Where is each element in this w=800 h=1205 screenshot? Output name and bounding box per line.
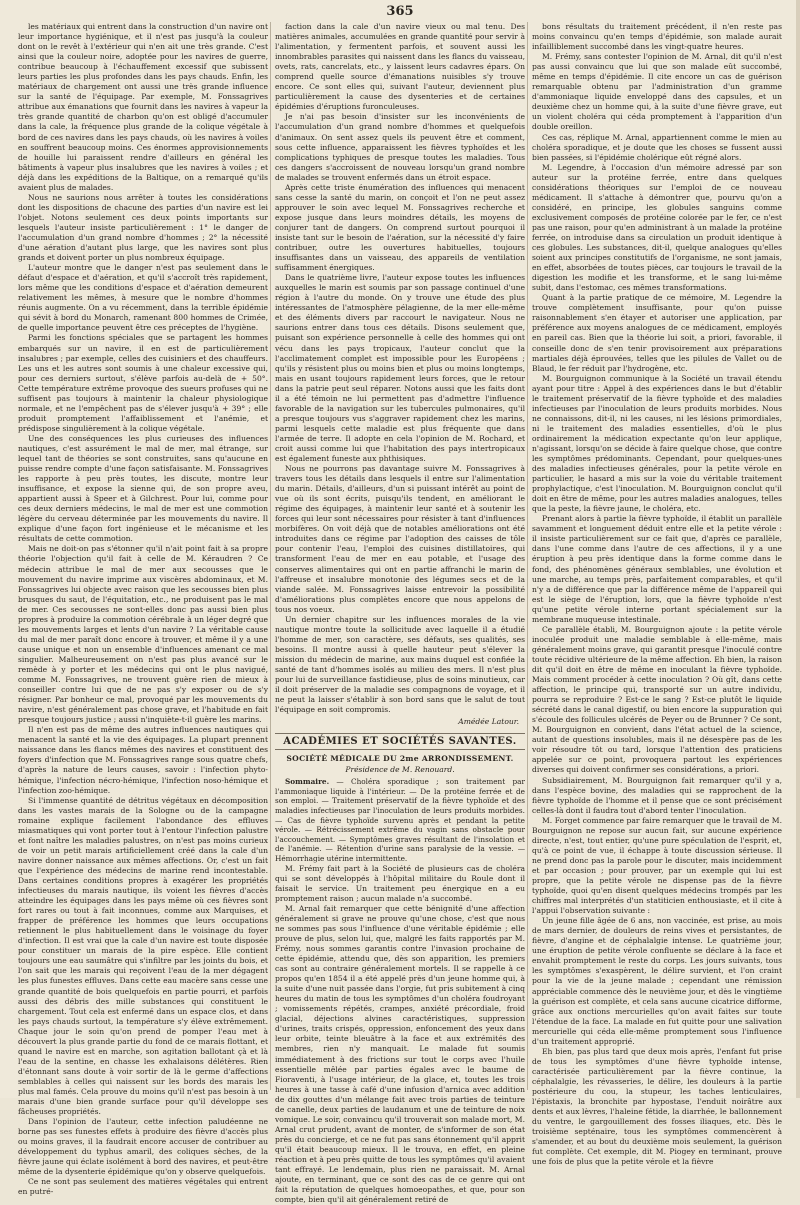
- column-rule: [527, 22, 528, 1090]
- page-edge-shadow: [796, 0, 800, 1098]
- presidency-line: Présidence de M. Renouard.: [345, 765, 455, 775]
- society-report: [275, 864, 525, 1205]
- paragraph: bons résultats du traitement précédent, il n'en reste pas moins convaincu qu'en temps d'épidémie, son malade aurait infailliblement succombé dans les vingt-quatre heures.: [532, 22, 782, 52]
- column-3: [532, 22, 782, 1167]
- paragraph: Eh bien, pas plus tard que deux mois après, l'enfant fut prise de tous les symptômes d'une fièvre typhoïde intense, caractérisée particulièrement par la fièvre continue, la céphalalgie, les révasseries, le délire, les douleurs à la partie postérieure du cou, la stupeur, les taches lenticulaires, l'épistaxis, la bronchite par hypostase, l'enduit noirâtre aux dents et aux lèvres, l'haleine fétide, la diarrhée, le ballonnement du ventre, le gargouillement des fosses iliaques, etc. Dès le troisième septénaire, tous les symptômes commencèrent à s'amender, et au bout du deuxième mois seulement, la guérison fut complète. Cet exemple, dit M. Piogey en terminant, prouve une fois de plus que la petite vérole et la fièvre: [532, 1046, 782, 1167]
- paragraph: Un dernier chapitre sur les influences morales de la vie nautique montre toute la sollicitude avec laquelle il a étudié l'homme de mer, son caractère, ses défauts, ses qualités, ses besoins. Il montre aussi à quelle hauteur peut s'élever la mission du médecin de marine, aux mains duquel est confiée la santé de tant d'hommes isolés au milieu des mers. Il n'est plus pour lui de surveillance fastidieuse, plus de soins minutieux, car il doit préserver de la maladie ses compagnons de voyage, et il ne peut la laisser s'établir à son bord sans que le salut de tout l'équipage en soit compromis.: [275, 614, 525, 715]
- paragraph: Prenant alors à partie la fièvre typhoïde, il établit un parallèle savamment et longuement déduit entre elle et la petite vérole : il insiste particulièrement sur ce fait que, d'après ce parallèle, dans l'une comme dans l'autre de ces affections, il y a une éruption à peu près identique dans la forme comme dans le fond, des phénomènes généraux semblables, une évolution et une marche, au temps près, parfaitement comparables, et qu'il n'y a de différence que par la différence même de l'appareil qui est le siège de l'éruption, lors, que la fièvre typhoïde n'est qu'une petite vérole interne portant spécialement sur la membrane muqueuse intestinale.: [532, 514, 782, 624]
- column-rule: [270, 22, 271, 1090]
- separator-rule: [275, 733, 525, 734]
- article-signature: Amédée Latour.: [458, 717, 519, 727]
- paragraph: les matériaux qui entrent dans la construction d'un navire ont leur importance hygiénique, et il n'est pas jusqu'à la couleur dont on le revêt à l'extérieur qui n'en ait une très grande. C'est ainsi que la couleur noire, adoptée pour les navires de guerre, contribue beaucoup à l'échauffement excessif que subissent leurs parties les plus profondes dans les pays chauds. Enfin, les matériaux de chargement ont aussi une très grande influence sur la santé de l'équipage. Par exemple, M. Fonssagrives attribue aux émanations que fournit dans les navires à vapeur la très grande quantité de charbon qu'on est obligé d'accumuler dans la cale, la fréquence plus grande de la colique végétale à bord de ces navires dans les pays chauds, où les navires à voiles en souffrent beaucoup moins. Ces énormes approvisionnements de houille lui paraissent rendre d'ailleurs en général les bâtiments à vapeur plus insalubres que les navires à voiles ; et déjà dans les expéditions de la Baltique, on a remarqué qu'ils avaient plus de malades.: [18, 22, 268, 192]
- paragraph: Quant à la partie pratique de ce mémoire, M. Legendre la trouve complètement insuffisante, pour qu'on puisse raisonnablement s'en étayer et autoriser une application, par préférence aux moyens analogues de ce médicament, employés en pareil cas. Bien que la théorie lui soit, a priori, favorable, il conseille donc de s'en tenir provisoirement aux préparations martiales déjà éprouvées, telles que les pilules de Vallet ou de Blaud, le fer réduit par l'hydrogène, etc.: [532, 293, 782, 373]
- paragraph: Parmi les fonctions spéciales que se partagent les hommes embarqués sur un navire, il en est de particulièrement insalubres ; par exemple, celles des cuisiniers et des chauffeurs. Les uns et les autres sont soumis à une chaleur excessive qui, pour ces derniers surtout, s'élève parfois au-delà de + 50°. Cette température extrême provoque des sueurs profuses qui ne suffisent pas toujours à maintenir la chaleur physiologique normale, et ne l'empêchent pas de s'élever jusqu'à + 39° ; elle produit promptement l'affaiblissement et l'anémie, et prédispose singulièrement à la colique végétale.: [18, 333, 268, 433]
- paragraph: Ce ne sont pas seulement des matières végétales qui entrent en putré-: [18, 1177, 268, 1197]
- paragraph: Je n'ai pas besoin d'insister sur les inconvénients de l'accumulation d'un grand nombre d'hommes et quelquefois d'animaux. On sent assez quels ils peuvent être et comment, sous cette influence, apparaissent les fièvres typhoïdes et les complications typhiques de presque toutes les maladies. Tous ces dangers s'accroissent de nouveau lorsqu'un grand nombre de malades se trouvent enfermés dans un étroit espace.: [275, 112, 525, 182]
- paragraph: Dans le quatrième livre, l'auteur expose toutes les influences auxquelles le marin est soumis par son passage continuel d'une région à l'autre du monde. On y trouve une étude des plus intéressantes de l'atmosphère pélagienne, de la mer elle-même et des éléments divers par raccourt le navigateur. Nous ne saurions entrer dans tous ces détails. Disons seulement que, puisant son expérience personnelle à celle des hommes qui ont vécu dans les pays tropicaux, l'auteur conclut que la l'acclimatement complet est impossible pour les Européens ; qu'ils y résistent plus ou moins bien et plus ou moins longtemps, mais en usant toujours rapidement leurs forces, que le retour dans la patrie peut seul réparer. Notons aussi que les faits dont il a été témoin ne lui permettent pas d'admettre l'influence favorable de la navigation sur les tubercules pulmonaires, qu'il a presque toujours vus s'aggraver rapidement chez les marins, parmi lesquels cette maladie est plus fréquente que dans l'armée de terre. Il adopte en cela l'opinion de M. Rochard, et croit aussi comme lui que l'habitation des pays intertropicaux est également funeste aux phthisiques.: [275, 273, 525, 464]
- paragraph: M. Legendre, à l'occasion d'un mémoire adressé par son auteur sur la protéine ferrée, entre dans quelques considérations théoriques sur l'emploi de ce nouveau médicament. Il s'attache à démontrer que, pourvu qu'on a considéré, en principe, les globules sanguins comme exclusivement composés de protéine colorée par le fer, ce n'est pas une raison, pour qu'en administrant à un malade la protéine ferrée, on introduise dans sa circulation un produit identique à ces globules. Les substances, dit-il, quelque analogues qu'elles soient aux principes constitutifs de l'organisme, ne sont jamais, en effet, absorbées de toutes pièces, car toujours le travail de la digestion les modifie et les transforme, et le sang lui-même subit, dans l'estomac, ces mêmes transformations.: [532, 162, 782, 293]
- summary-paragraph: [275, 777, 525, 863]
- paragraph: Une des conséquences les plus curieuses des influences nautiques, c'est assurément le mal de mer, mal étrange, sur lequel tant de théories se sont construites, sans qu'aucune en puisse rendre compte d'une façon satisfaisante. M. Fonssagrives les rapporte à peu près toutes, les discute, montre leur insuffisance, et expose la sienne qui, de son propre aveu, appartient aussi à Speer et à Gilchrest. Pour lui, comme pour ces deux derniers médecins, le mal de mer est une commotion légère du cerveau déterminée par les mouvements du navire. Il explique d'une façon fort ingénieuse et le mécanisme et les résultats de cette commotion.: [18, 433, 268, 544]
- paragraph: Subsidiairement, M. Bourguignon fait remarquer qu'il y a, dans l'espèce bovine, des maladies qui se rapprochent de la fièvre typhoïde de l'homme et il pense que ce sont précisément celles-là dont il faudra tout d'abord tenter l'inoculation.: [532, 775, 782, 815]
- paragraph: L'auteur montre que le danger n'est pas seulement dans le défaut d'espace et d'aération, et qu'il s'accroît très rapidement, lors même que les conditions d'espace et d'aération demeurent relativement les mêmes, à mesure que le nombre d'hommes réunis augmente. On a vu récemment, dans la terrible épidémie qui sévit à bord du Monarch, ramenant 800 hommes de Crimée, de quelle importance peuvent être ces préceptes de l'hygiène.: [18, 263, 268, 333]
- paragraph: Après cette triste énumération des influences qui menacent sans cesse la santé du marin, on conçoit et l'on ne peut assez approuver le soin avec lequel M. Fonssagrives recherche et expose jusque dans leurs moindres détails, les moyens de conjurer tant de dangers. On comprend surtout pourquoi il insiste tant sur le besoin de l'aération, sur la nécessité d'y faire contribuer, outre les ouvertures habituelles, toujours insuffisantes dans un vaisseau, des appareils de ventilation suffisamment énergiques.: [275, 182, 525, 273]
- section-title: ACADÉMIES ET SOCIÉTÉS SAVANTES.: [283, 736, 517, 748]
- paragraph: M. Forget commence par faire remarquer que le travail de M. Bourguignon ne repose sur aucun fait, sur aucune expérience directe, n'est, tout entier, qu'une pure spéculation de l'esprit, et, qu'à ce point de vue, il échappe à toute discussion sérieuse. Il ne prend donc pas la parole pour le discuter, mais incidemment et par occasion ; pour prouver, par un exemple qui lui est propre, que la petite vérole ne dispense pas de la fièvre typhoïde, quoi qu'en disent quelques médecins trompés par les chiffres mal interprétés d'un statiticien enthousiaste, et il cite à l'appui l'observation suivante :: [532, 815, 782, 916]
- paragraph: M. Arnal fait remarquer que cette bénignité d'une affection généralement si grave ne prouve qu'une chose, c'est que nous ne sommes pas sous l'influence d'une véritable épidémie ; elle prouve de plus, selon lui, que, malgré les faits rapportés par M. Frémy, nous sommes garantis contre l'invasion prochaine de cette épidémie, attendu que, dès son apparition, les premiers cas sont au contraire généralement mortels. Il se rappelle à ce propos qu'en 1854 il a été appelé près d'un jeune homme qui, à la suite d'une nuit passée dans l'orgie, fut pris subitement à cinq heures du matin de tous les symptômes d'un choléra foudroyant ; vomissements répétés, crampes, anxiété précordiale, froid glacial, déjections alvines caractéristiques, suppression d'urines, traits crispés, oppression, enfoncement des yeux dans leur orbite, teinte bleuâtre à la face et aux extrémités des membres, rien n'y manquait. Le malade fut soumis immédiatement à des frictions sur tout le corps avec l'huile essentielle mêlée par parties égales avec le baume de Fioraventi, à l'usage intérieur, de la glace, et, toutes les trois heures à une tasse à café d'une infusion d'arnica avec addition de dix gouttes d'un mélange fait avec trois parties de teinture de canelle, deux parties de laudanum et une de teinture de noix vomique. Le soir, convaincu qu'il trouverait son malade mort, M. Arnal crut prudent, avant de monter, de s'informer de son état près du concierge, et ce ne fut pas sans étonnement qu'il apprit qu'il était beaucoup mieux. Il le trouva, en effet, en pleine réaction et à peu près quitte de tous les symptômes qu'il avaient tant effrayé. Le lendemain, plus rien ne paraissait. M. Arnal ajoute, en terminant, que ce sont des cas de ce genre qui ont fait la réputation de quelques homoeopathes, et que, pour son compte, bien qu'il ait généralement retiré de: [275, 903, 525, 1205]
- paragraph: Nous ne saurions nous arrêter à toutes les considérations dont les dispositions de chacune des parties d'un navire est lei l'objet. Notons seulement ces deux points importants sur lesquels l'auteur insiste particulièrement : 1° le danger de l'accumulation d'un grand nombre d'hommes ; 2° la nécessité d'une aération d'autant plus large, que les navires sont plus grands et doivent porter un plus nombreux équipage.: [18, 192, 268, 263]
- separator-rule: [275, 749, 525, 750]
- paragraph: Ce parallèle établi, M. Bourguignon ajoute : la petite vérole inoculée produit une maladie semblable à elle-même, mais généralement moins grave, qui garantit presque l'inoculé contre toute récidive ultérieure de la même affection. Eh bien, la raison dit qu'il doit en être de même en inoculant la fièvre typhoïde. Mais comment procéder à cette inoculation ? Où gît, dans cette affection, le principe qui, transporté sur un autre individu, pourra se reproduire ? Est-ce le sang ? Est-ce plutôt le liquide sécrété dans le canal digestif, ou bien encore la suppuration qui s'écoule des follicules ulcérés de Peyer ou de Brunner ? Ce sont, M. Bourguignon en convient, dans l'état actuel de la science, autant de questions insolubles, mais il ne désespère pas de les voir résoudre tôt ou tard, lorsque l'attention des praticiens appelée sur ce point, provoquera partout les expériences diverses qui doivent confirmer ses considérations, a priori.: [532, 624, 782, 775]
- paragraph: M. Frémy, sans contester l'opinion de M. Arnal, dit qu'il n'est pas aussi convaincu que lui que son malade eût succombé, même en temps d'épidémie. Il cite encore un cas de guérison remarquable obtenu par l'administration d'un gramme d'ammoniaque liquide enveloppé dans des capsules, et un deuxième chez un homme qui, à la suite d'une fièvre grave, eut un violent choléra qui céda promptement à l'apparition d'un double oreillon.: [532, 52, 782, 132]
- column-1: [18, 22, 268, 1197]
- column-2: [275, 22, 525, 1205]
- page-number: 365: [386, 4, 414, 19]
- paragraph: Il n'en est pas de même des autres influences nautiques qui menacent la santé et la vie des équipages. La plupart prennent naissance dans les flancs mêmes des navires et constituent des foyers d'infection que M. Fonssagrives range sous quatre chefs, d'après la nature de leurs causes, savoir : l'infection phyto-hémique, l'infection nécro-hémique, l'infection noso-hémique et l'infection zoo-hémique.: [18, 725, 268, 795]
- society-title: SOCIÉTÉ MÉDICALE DU 2me ARRONDISSEMENT.: [286, 754, 514, 764]
- summary-label: Sommaire.: [285, 777, 330, 787]
- article-continuation: [275, 22, 525, 715]
- summary-text: — Choléra sporadique ; son traitement par l'ammoniaque liquide à l'intérieur. — De la protéine ferrée et de son emploi. — Traitement préservatif de la fièvre typhoïde et des maladies infectieuses par l'inoculation de leurs produits morbides. — Cas de fièvre typhoïde survenu après et pendant la petite vérole. — Rétrécissement extrême du vagin sans obstacle pour l'accouchement. — Symptômes graves résultant de l'insolation et de l'anémie. — Rétention d'urine sans paralysie de la vessie. — Hémorrhagie utérine intermittente.: [275, 777, 525, 864]
- paragraph: faction dans la cale d'un navire vieux ou mal tenu. Des matières animales, accumulées en grande quantité pour servir à l'alimentation, y fermentent parfois, et souvent aussi les innombrables parasites qui naissent dans les flancs du vaisseau, ovets, rats, cancrelats, etc., y laissent leurs cadavres épars. On comprend quelle source d'émanations nuisibles s'y trouve encore. Ce sont elles qui, suivant l'auteur, deviennent plus particulièrement la cause des dysenteries et de certaines épidémies d'éruptions furonculeuses.: [275, 22, 525, 112]
- paragraph: Dans l'opinion de l'auteur, cette infection paludéenne ne borne pas ses funestes effets à produire des fièvre d'accès plus ou moins graves, il la faudrait encore accuser de contribuer au développement du typhus amaril, des coliques sèches, de la fièvre jaune qui éclate isolément à bord des navires, et peut-être même de la dysenterie épidémique qu'on y observe quelquefois.: [18, 1117, 268, 1177]
- paragraph: M. Frémy fait part à la Société de plusieurs cas de choléra qui se sont développés à l'hôpital militaire du Roule dont il faisait le service. Un traitement peu énergique en a eu promptement raison ; aucun malade n'a succombé.: [275, 863, 525, 903]
- paragraph: Ces cas, réplique M. Arnal, appartiennent comme le mien au choléra sporadique, et je doute que les choses se fussent aussi bien passées, si l'épidémie cholérique eût régné alors.: [532, 132, 782, 162]
- paragraph: Si l'immense quantité de détritus végétaux en décomposition dans les vastes marais de la Sologne ou de la campagne romaine explique facilement l'abondance des effluves miasmatiques qui vont porter tout à l'entour l'infection palustre et font naître les maladies palustres, on n'est pas moins curieux de voir un petit marais artificiellement créé dans la cale d'un navire donner naissance aux mêmes affections. Or, c'est un fait que l'expérience des médecins de marine rend incontestable. Dans certaines conditions propres à exagérer les propriétés infectieuses du marais nautique, ils voient les fièvres d'accès atteindre les équipages dans les pays même où ces fièvres sont fort rares ou tout à fait inconnues, comme aux Marquises, et frapper de préférence les hommes que leurs occupations retiennent le plus habituellement dans le voisinage du foyer d'infection. Il est vrai que la cale d'un navire est toute disposée pour constituer un marais de la pire espèce. Elle contient toujours une eau saumâtre qui s'infiltre par les joints du bois, et l'on sait que les marais qui reçoivent l'eau de la mer dégagent les plus funestes effluves. Dans cette eau macère sans cesse une grande quantité de bois quelquefois en partie pourri, et parfois aussi des débris des mille substances qui constituent le chargement. Tout cela est enfermé dans un espace clos, et dans les pays chauds surtout, la température s'y élève extrêmement. Chaque jour le soin qu'on prend de pomper l'eau met à découvert la plus grande partie du fond de ce marais flottant, et quand le navire est en marche, son agitation ballotant çà et là l'eau de la sentine, en chasse les exhalaisons délétères. Rien d'étonnant sans doute à voir sortir de là le germe d'affections semblables à celles qui naissent sur les bords des marais les plus mal famés. Cela prouve du moins qu'il n'est pas besoin à un marais d'une bien grande surface pour qu'il développe ses fâcheuses propriétés.: [18, 795, 268, 1117]
- paragraph: Un jeune fille âgée de 6 ans, non vaccinée, est prise, au mois de mars dernier, de douleurs de reins vives et persistantes, de fièvre, d'angine et de céphalalgie intense. Le quatrième jour, une éruption de petite vérole confluente se déclare à la face et envahit promptement le reste du corps. Les jours suivants, tous les symptômes s'exaspèrent, le délire survient, et l'on craint pour la vie de la jeune malade ; cependant une rémission appréciable commence dès le neuvième jour, et dès le vingtième la guérison est complète, et cela sans aucune cicatrice difforme, grâce aux onctions mercurielles qu'on avait faites sur toute l'étendue de la face. La malade en fut quitte pour une salivation mercurielle qui céda elle-même promptement sous l'influence d'un traitement approprié.: [532, 916, 782, 1046]
- paragraph: Nous ne pourrons pas davantage suivre M. Fonssagrives à travers tous les détails dans lesquels il entre sur l'alimentation du marin. Détails, d'ailleurs, d'un si puissant intérêt au point de vue où ils sont écrits, puisqu'ils tendent, en améliorant le régime des équipages, à maintenir leur santé et à soutenir les forces qui leur sont nécessaires pour résister à tant d'influences morbifères. On voit déjà que de notables améliorations ont été introduites dans ce régime par l'adoption des caisses de tôle pour contenir l'eau, l'emploi des cuisines distillatoires, qui transforment l'eau de mer en eau potable, et l'usage des conserves alimentaires qui ont en partie affranchi le marin de l'affreuse et insalubre monotonie des légumes secs et de la viande salée. M. Fonssagrives laisse entrevoir la possibilité d'améliorations plus complètes encore que nous appelons de tous nos voeux.: [275, 464, 525, 614]
- paragraph: M. Bourguignon communique à la Société un travail étendu ayant pour titre : Appel à des expériences dans le but d'établir le traitement préservatif de la fièvre typhoïde et des maladies infectieuses par l'inoculation de leurs produits morbides. Nous ne connaissons, dit-il, ni les causes, ni les lésions primordiales, ni le traitement des maladies essentielles, d'où le plus ordinairement la médication expectante qu'on leur applique, n'agissant, lorsqu'on se décide à faire quelque chose, que contre les symptômes prédominants. Cependant, pour quelques-unes des maladies infectieuses générales, pour la petite vérole en particulier, le hasard a mis sur la voie du véritable traitement prophylactique, c'est l'inoculation. M. Bourguignon conclut qu'il doit en être de même, pour les autres maladies analogues, telles que la peste, la fièvre jaune, le choléra, etc.: [532, 373, 782, 514]
- paragraph: Mais ne doit-on pas s'étonner qu'il n'ait point fait à sa propre théorie l'objection qu'il fait à celle de M. Kéraudren ? Ce médecin attribue le mal de mer aux secousses que le mouvement du navire imprime aux viscères abdominaux, et M. Fonssagrives lui objecte avec raison que les secousses bien plus brusques du saut, de l'équitation, etc., ne produisent pas le mal de mer. Ces secousses ne sont-elles donc pas aussi bien plus propres à produire la commotion cérébrale à un léger degré que les mouvements larges et lents d'un navire ? La véritable cause du mal de mer paraît donc encore à trouver, et même il y a une cause unique et non un ensemble d'influences amenant ce mal singulier. Malheureusement on n'est pas plus avancé sur le remède à y porter et les médecins qui ont le plus navigué, comme M. Fonssagrives, ne trouvent guère rien de mieux à conseiller contre lui que de ne pas s'y exposer ou de s'y résigner. Par bonheur ce mal, provoqué par les mouvements du navire, n'est généralement pas chose grave, et l'habitude en fait presque toujours justice ; aussi n'inquiète-t-il guère les marins.: [18, 544, 268, 725]
